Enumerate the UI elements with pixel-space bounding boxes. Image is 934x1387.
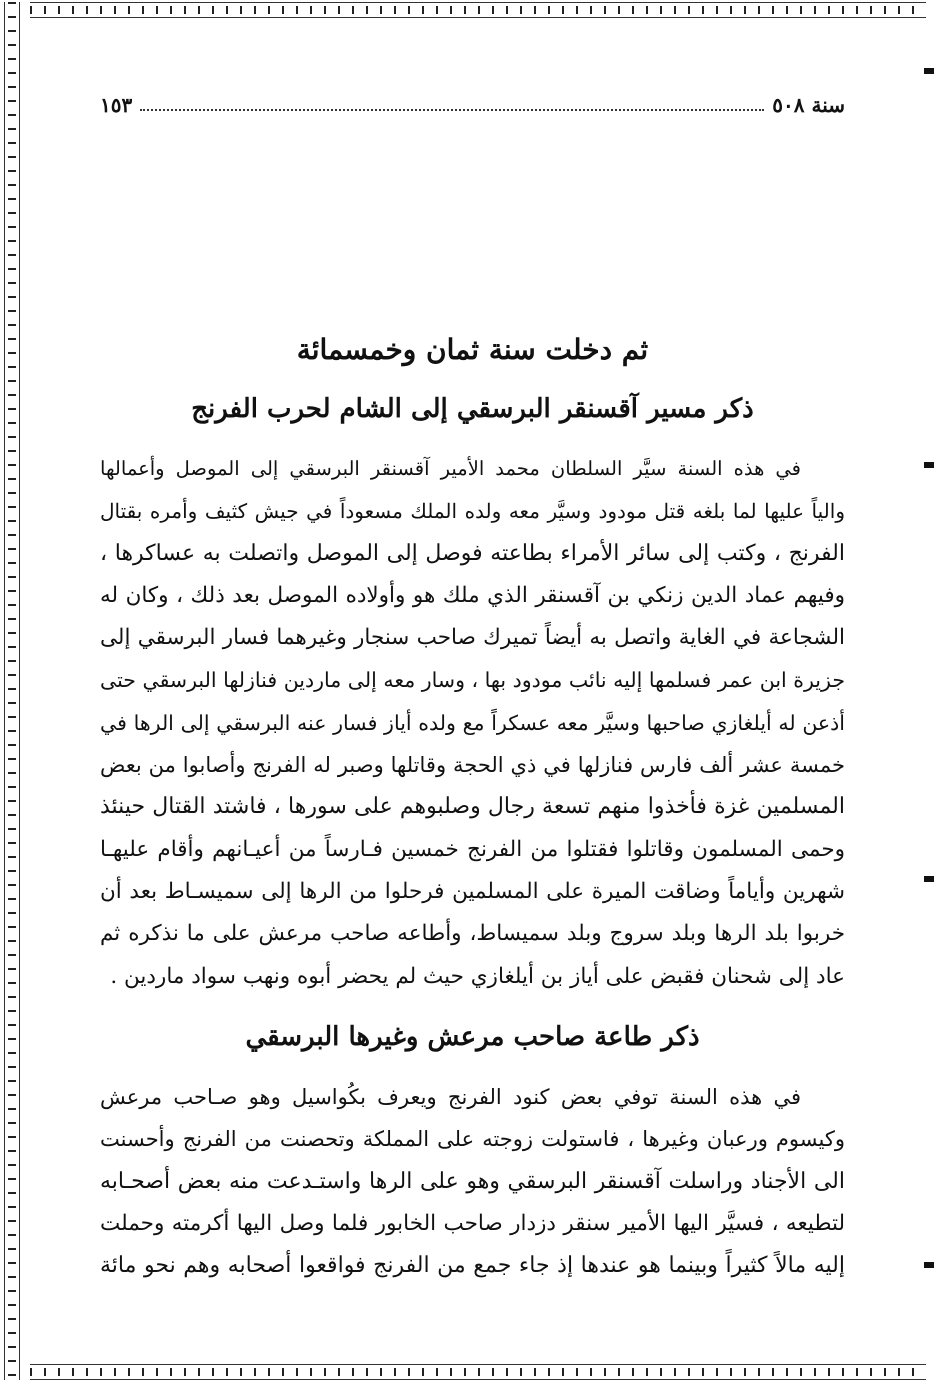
text-line: خربوا بلد الرها وبلد سروج وبلد سميساط، وأطاعه صاحب مرعش على ما نذكره ثم <box>100 921 845 947</box>
text-line: وفيهم عماد الدين زنكي بن آقسنقر الذي ملك هو وأولاده الموصل بعد ذلك ، وكان له <box>100 582 845 608</box>
text-line: شهرين وأياماً وضاقت الميرة على المسلمين فرحلوا من الرها إلى سميسـاط بعد أن <box>100 878 845 904</box>
section-paragraph <box>100 1076 845 1287</box>
page-number: ١٥٣ <box>100 93 133 117</box>
text-line: خمسة عشر ألف فارس فنازلها في ذي الحجة وقاتلها وصبر له الفرنج وأصابوا من بعض <box>100 753 845 778</box>
text-line: الشجاعة في الغاية واتصل به أيضاً تميرك صاحب سنجار وغيرهما فسار البرسقي إلى <box>100 625 845 651</box>
top-ornamental-border <box>30 2 926 18</box>
text-line: أذعن له أيلغازي صاحبها وسيَّر معه عسكراً مع ولده أياز فسار عنه البرسقي إلى الرها في <box>100 710 845 735</box>
dot-leader <box>140 99 764 111</box>
text-line: في هذه السنة سيَّر السلطان محمد الأمير آقسنقر البرسقي إلى الموصل وأعمالها <box>100 457 801 480</box>
chapter-title: ثم دخلت سنة ثمان وخمسمائة <box>296 333 649 366</box>
text-line: الفرنج ، وكتب إلى سائر الأمراء بطاعته فوصل إلى الموصل واتصلت به عساكرها ، <box>100 540 845 566</box>
text-line: وحمى المسلمون وقاتلوا فقتلوا من الفرنج خمسين فـارساً من أعيـانهم وأقام عليهـا <box>100 836 845 862</box>
text-line: في هذه السنة توفي بعض كنود الفرنج ويعرف بكُواسيل وهو صـاحب مرعش <box>100 1085 801 1109</box>
section-title: ذكر مسير آقسنقر البرسقي إلى الشام لحرب الفرنج <box>191 394 754 424</box>
left-ornamental-border <box>4 2 20 1380</box>
text-line: وكيسوم ورعبان وغيرها ، فاستولت زوجته على المملكة وتحصنت من الفرنج وأحسنت <box>100 1127 845 1152</box>
edge-mark <box>924 462 934 468</box>
text-line: والياً عليها لما بلغه قتل مودود وسيَّر معه ولده الملك مسعوداً في جيش كثيف وأمره بقتال <box>100 499 845 524</box>
edge-mark <box>924 1262 934 1268</box>
section-title: ذكر طاعة صاحب مرعش وغيرها البرسقي <box>245 1022 700 1052</box>
running-title: سنة ٥٠٨ <box>772 93 845 117</box>
text-line: الى الأجناد وراسلت آقسنقر البرسقي وهو على الرها واستـدعت منه بعض أصحـابه <box>100 1168 845 1194</box>
text-line: المسلمين غزة فأخذوا منهم تسعة رجال وصلبوهم على سورها ، فاشتد القتال حينئذ <box>100 794 845 820</box>
section-paragraph <box>100 448 845 998</box>
bottom-ornamental-border <box>30 1364 926 1380</box>
running-head <box>100 90 845 120</box>
text-line: جزيرة ابن عمر فسلمها إليه نائب مودود بها ، وسار معه إلى ماردين فنازلها البرسقي حتى <box>100 668 845 693</box>
edge-mark <box>924 876 934 882</box>
text-line: عاد إلى شحنان فقبض على أياز بن أيلغازي حيث لم يحضر أبوه ونهب سواد ماردين . <box>110 963 845 989</box>
text-line: إليه مالاً كثيراً وبينما هو عندها إذ جاء جمع من الفرنج فواقعوا أصحابه وهم نحو مائة <box>100 1253 845 1279</box>
text-line: لتطيعه ، فسيَّر اليها الأمير سنقر دزدار صاحب الخابور فلما وصل اليها أكرمته وحملت <box>100 1210 845 1236</box>
edge-mark <box>924 68 934 74</box>
